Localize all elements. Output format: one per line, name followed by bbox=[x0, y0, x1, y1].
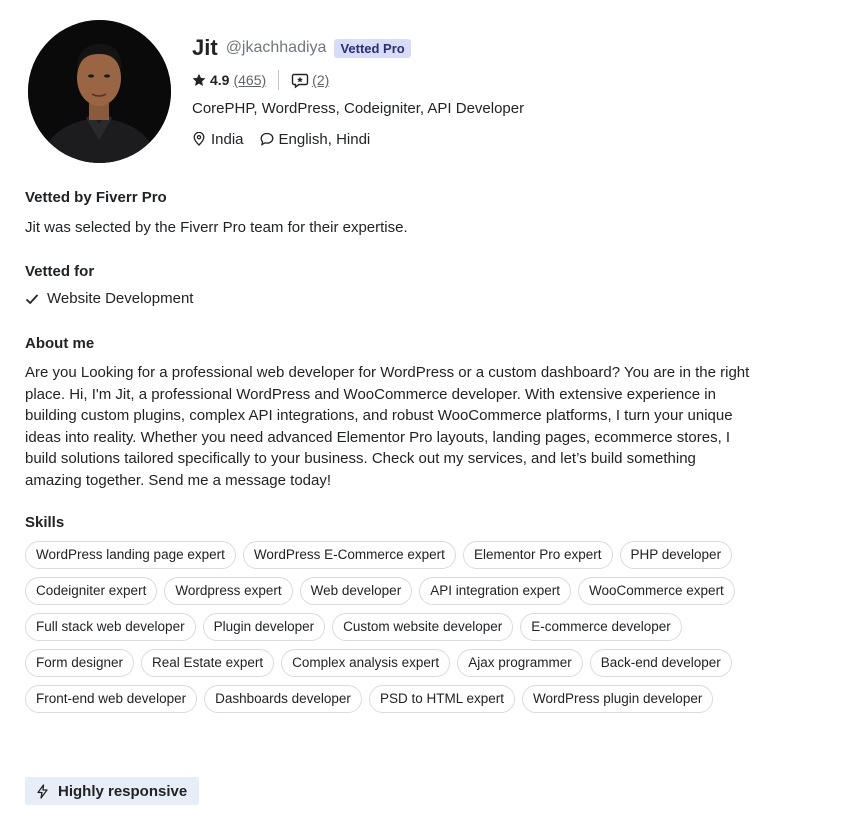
skill-chip[interactable]: Real Estate expert bbox=[141, 649, 274, 677]
languages bbox=[260, 131, 371, 148]
rating-row bbox=[192, 66, 812, 94]
skill-chip[interactable]: Dashboards developer bbox=[204, 685, 362, 713]
skill-chip[interactable]: PSD to HTML expert bbox=[369, 685, 515, 713]
seller-name[interactable]: Jit bbox=[192, 35, 218, 60]
skill-chip[interactable]: Codeigniter expert bbox=[25, 577, 157, 605]
skills-title: Skills bbox=[25, 514, 65, 531]
seller-username: @jkachhadiya bbox=[225, 39, 327, 56]
star-icon bbox=[192, 73, 206, 87]
vetted-for-section bbox=[25, 263, 755, 307]
profile-header bbox=[28, 20, 828, 164]
skill-chip[interactable]: Web developer bbox=[300, 577, 413, 605]
rating-count-link[interactable]: (465) bbox=[233, 72, 267, 88]
vetted-for-item bbox=[25, 290, 755, 307]
rating-value: 4.9 bbox=[210, 72, 230, 88]
skill-chip[interactable]: Elementor Pro expert bbox=[463, 541, 613, 569]
skill-chip[interactable]: Ajax programmer bbox=[457, 649, 583, 677]
skill-chip[interactable]: Form designer bbox=[25, 649, 134, 677]
name-row bbox=[192, 34, 812, 62]
location-pin-icon bbox=[192, 132, 206, 146]
languages-text: English, Hindi bbox=[278, 130, 371, 148]
skill-chip[interactable]: Complex analysis expert bbox=[281, 649, 450, 677]
profile-info bbox=[192, 34, 812, 150]
divider bbox=[278, 70, 279, 90]
skill-chip[interactable]: E-commerce developer bbox=[520, 613, 682, 641]
skill-chip[interactable]: Full stack web developer bbox=[25, 613, 196, 641]
seller-tagline: CorePHP, WordPress, Codeigniter, API Developer bbox=[192, 100, 525, 117]
skill-chip[interactable]: PHP developer bbox=[620, 541, 733, 569]
skill-chip[interactable]: API integration expert bbox=[419, 577, 571, 605]
checkmark-icon bbox=[25, 292, 39, 306]
avatar-photo bbox=[28, 20, 171, 163]
repeat-clients-icon bbox=[291, 71, 309, 89]
repeat-clients-count-link[interactable]: (2) bbox=[312, 72, 330, 88]
skill-chip[interactable]: Back-end developer bbox=[590, 649, 732, 677]
vetted-pro-badge: Vetted Pro bbox=[334, 39, 410, 58]
vetted-by-text: Jit was selected by the Fiverr Pro team for their expertise. bbox=[25, 219, 408, 236]
skill-chip[interactable]: Custom website developer bbox=[332, 613, 513, 641]
vetted-by-section bbox=[25, 189, 755, 239]
skills-section bbox=[25, 514, 785, 713]
skill-chip[interactable]: WordPress landing page expert bbox=[25, 541, 236, 569]
about-title: About me bbox=[25, 335, 95, 352]
avatar[interactable] bbox=[28, 20, 171, 163]
skill-chip[interactable]: WooCommerce expert bbox=[578, 577, 735, 605]
about-section bbox=[25, 335, 750, 491]
skill-chip[interactable]: WordPress plugin developer bbox=[522, 685, 713, 713]
highly-responsive-label: Highly responsive bbox=[58, 782, 188, 800]
skill-chip[interactable]: Front-end web developer bbox=[25, 685, 197, 713]
chat-bubble-icon bbox=[260, 132, 274, 146]
location bbox=[192, 131, 244, 148]
location-text: India bbox=[211, 130, 244, 148]
skill-chip[interactable]: WordPress E-Commerce expert bbox=[243, 541, 456, 569]
highly-responsive-badge bbox=[25, 777, 199, 805]
vetted-for-category: Website Development bbox=[47, 290, 194, 307]
skill-chip[interactable]: Plugin developer bbox=[203, 613, 326, 641]
skills-list bbox=[25, 541, 765, 713]
skill-chip[interactable]: Wordpress expert bbox=[164, 577, 292, 605]
lightning-icon bbox=[35, 784, 50, 799]
about-text: Are you Looking for a professional web developer for WordPress or a custom dashboard? You are in the right place. Hi, I'm Jit, a professional WordPress and WooCommerce developer. With extensive experience in building custom plugins, complex API integrations, and robust WooCommerce platforms, I turn your unique ideas into reality. Whether you need advanced Elementor Pro layouts, landing pages, ecommerce stores, I build solutions tailored specifically to your business. Check out my services, and let’s build something amazing together. Send me a message today! bbox=[25, 364, 750, 489]
location-language-row bbox=[192, 128, 812, 150]
vetted-by-title: Vetted by Fiverr Pro bbox=[25, 189, 167, 206]
vetted-for-title: Vetted for bbox=[25, 263, 95, 280]
